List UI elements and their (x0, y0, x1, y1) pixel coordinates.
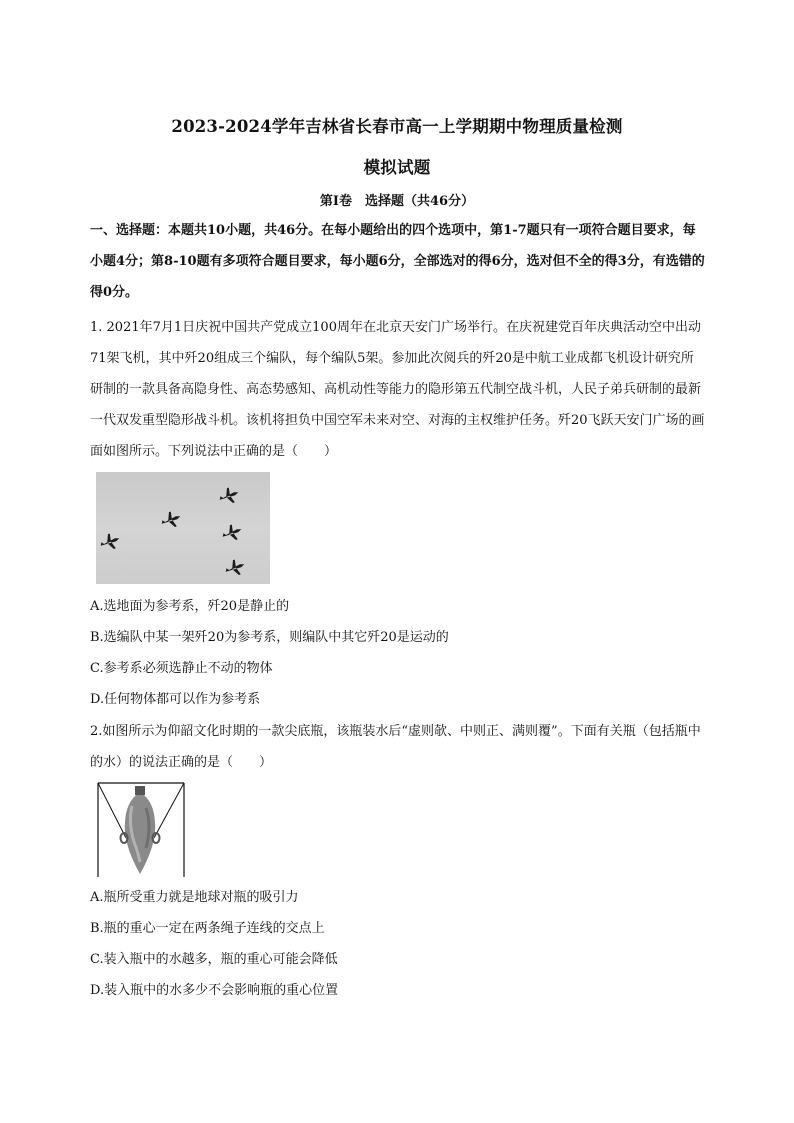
jet-icon (220, 522, 245, 544)
instructions: 一、选择题：本题共10小题，共46分。在每小题给出的四个选项中，第1-7题只有一项符合题目要求，每小题4分；第8-10题有多项符合题目要求，每小题6分，全部选对的得6分，选对但不全的得3分，有选错的得0分。 (90, 223, 705, 300)
q2-option-b: B.瓶的重心一定在两条绳子连线的交点上 (90, 921, 325, 936)
jet-icon (159, 509, 184, 531)
q2-option-d: D.装入瓶中的水多少不会影响瓶的重心位置 (90, 983, 339, 998)
document-title: 2023-2024学年吉林省长春市高一上学期期中物理质量检测 (171, 117, 623, 136)
question-1-stem: 1. 2021年7月1日庆祝中国共产党成立100周年在北京天安门广场举行。在庆祝建党百年庆典活动空中出动71架飞机，其中歼20组成三个编队，每个编队5架。参加此次阅兵的歼20是中航工业成都飞机设计研究所研制的一款具备高隐身性、高态势感知、高机动性等能力的隐形第五代制空战斗机，人民子弟兵研制的最新一代双发重型隐形战斗机。该机将担负中国空军未来对空、对海的主权维护任务。歼20飞跃天安门广场的画面如图所示。下列说法中正确的是（ ） (90, 320, 705, 459)
document-subtitle: 模拟试题 (363, 158, 431, 177)
bottle-icon (96, 782, 186, 878)
q2-option-c: C.装入瓶中的水越多，瓶的重心可能会降低 (90, 952, 338, 967)
q2-option-a: A.瓶所受重力就是地球对瓶的吸引力 (90, 890, 299, 905)
jet-icon (223, 557, 248, 579)
pointed-bottle-figure (96, 782, 186, 878)
q1-option-a: A.选地面为参考系，歼20是静止的 (90, 599, 290, 614)
jet-icon (98, 531, 123, 553)
q1-option-c: C.参考系必须选静止不动的物体 (90, 661, 273, 676)
jet-formation-photo (96, 472, 270, 584)
section-heading: 第Ⅰ卷 选择题（共46分） (319, 194, 475, 209)
question-2-stem: 2.如图所示为仰韶文化时期的一款尖底瓶，该瓶装水后“虚则欹、中则正、满则覆”。下面有关瓶（包括瓶中的水）的说法正确的是（ ） (90, 724, 701, 770)
q1-option-b: B.选编队中某一架歼20为参考系，则编队中其它歼20是运动的 (90, 630, 449, 645)
q1-option-d: D.任何物体都可以作为参考系 (90, 692, 261, 707)
jet-icons (96, 472, 270, 584)
jet-icon (217, 485, 242, 507)
